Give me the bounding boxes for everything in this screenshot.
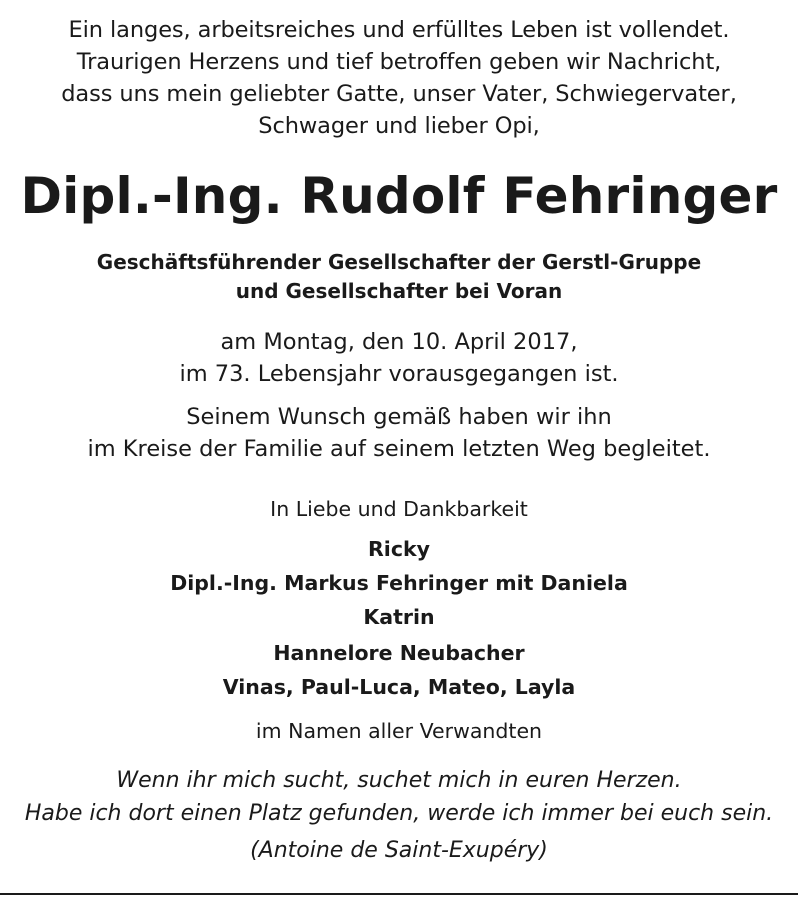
date-line-1: am Montag, den 10. April 2017,: [220, 329, 578, 355]
burial-line-1: Seinem Wunsch gemäß haben wir ihn: [186, 404, 612, 430]
family-member: Vinas, Paul-Luca, Mateo, Layla: [222, 675, 576, 699]
quote-line-2: Habe ich dort einen Platz gefunden, werde ich immer bei euch sein.: [24, 801, 774, 826]
role-line-2: und Gesellschafter bei Voran: [235, 279, 563, 303]
intro-line-1: Ein langes, arbeitsreiches und erfülltes Leben ist vollendet.: [68, 17, 730, 43]
intro-line-2: Traurigen Herzens und tief betroffen geben wir Nachricht,: [76, 49, 722, 75]
intro-line-4: Schwager und lieber Opi,: [258, 113, 540, 139]
quote-author: (Antoine de Saint-Exupéry): [250, 838, 548, 863]
signoff: In Liebe und Dankbarkeit: [270, 497, 528, 521]
family-member: Dipl.-Ing. Markus Fehringer mit Daniela: [170, 571, 628, 595]
date-line-2: im 73. Lebensjahr vorausgegangen ist.: [179, 361, 619, 387]
intro-line-3: dass uns mein geliebter Gatte, unser Vater, Schwiegervater,: [61, 81, 737, 107]
role-line-1: Geschäftsführender Gesellschafter der Gerstl-Gruppe: [96, 250, 702, 274]
burial-line-2: im Kreise der Familie auf seinem letzten Weg begleitet.: [87, 436, 711, 462]
deceased-name: Dipl.-Ing. Rudolf Fehringer: [20, 167, 778, 225]
family-member: Hannelore Neubacher: [273, 641, 525, 665]
quote-line-1: Wenn ihr mich sucht, suchet mich in euren Herzen.: [116, 768, 682, 793]
family-member: Katrin: [363, 605, 435, 629]
family-member: Ricky: [368, 537, 430, 561]
relatives-note: im Namen aller Verwandten: [255, 719, 543, 743]
